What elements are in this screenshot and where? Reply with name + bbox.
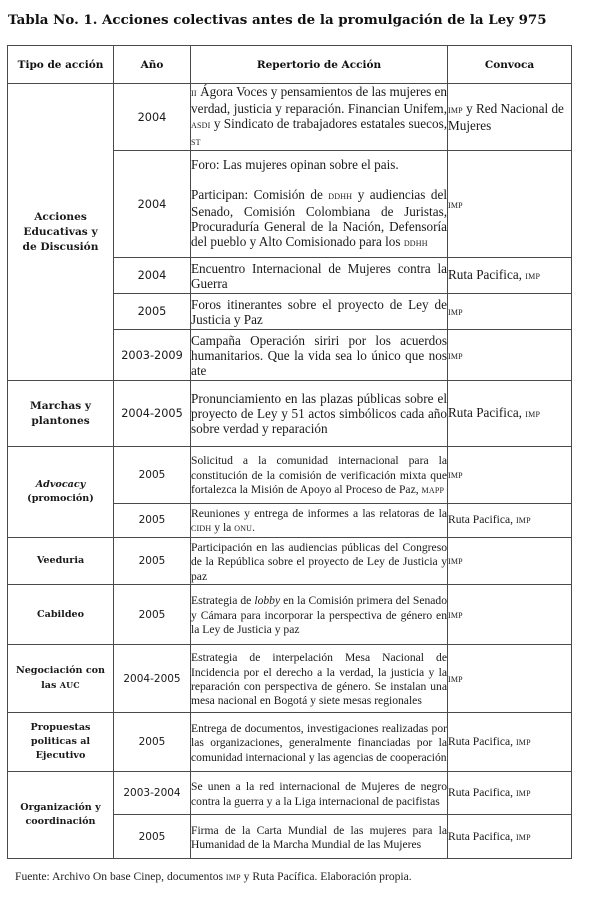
year-cell: 2005 (114, 294, 191, 330)
table-row (8, 645, 572, 713)
convoca-cell (448, 772, 572, 815)
abbr: DDHH (328, 192, 353, 201)
year-cell: 2005 (114, 585, 191, 645)
abbr: ASDI (191, 121, 211, 130)
tipo-cell (8, 447, 114, 538)
tipo-cell: Organización y coordinación (8, 772, 114, 859)
description-text: en la Comisión primera del Senado y Cámara para incorporar la perspectiva de género en la Ley de Justicia y paz (191, 594, 447, 637)
year-cell: 2005 (114, 504, 191, 538)
abbr: IMP (515, 516, 531, 526)
description-cell (191, 84, 448, 151)
abbr: MAPP (421, 486, 445, 496)
abbr: IMP (448, 308, 463, 317)
description-text: y Sindicato de trabajadores estatales suecos, (210, 116, 447, 131)
tipo-italic: Advocacy (35, 478, 86, 490)
description-text: Foro: Las mujeres opinan sobre el pais. (191, 157, 399, 172)
abbr: IMP (448, 610, 463, 620)
description-cell: Foros itinerantes sobre el proyecto de Ley de Justicia y Paz (191, 294, 448, 330)
convoca-text: y Red Nacional de Mujeres (448, 101, 564, 133)
description-cell: Se unen a la red internacional de Mujeres de negro contra la guerra y a la Liga internacional de pacifistas (191, 772, 448, 815)
description-italic: lobby (254, 594, 281, 608)
convoca-cell (448, 258, 572, 294)
description-cell: Participación en las audiencias públicas del Congreso de la República sobre el proyecto de Ley de Justicia y paz (191, 537, 448, 584)
description-cell: Estrategia de interpelación Mesa Nacional de Incidencia por el derecho a la verdad, la justicia y la reparación con perspectiva de género. Se instalan una mesa nacional en Bogotá y siete mesas regionales (191, 645, 448, 713)
description-cell: Entrega de documentos, investigaciones realizadas por las organizaciones, generalmente financiadas por la comunidad internacional y las agencias de cooperación (191, 713, 448, 772)
convoca-cell (448, 713, 572, 772)
year-cell: 2004-2005 (114, 645, 191, 713)
description-text: Ágora Voces y pensamientos de las mujeres en verdad, justicia y reparación. Financian Unifem, (191, 84, 447, 116)
description-cell: Pronunciamiento en las plazas públicas sobre el proyecto de Ley y 51 actos simbólicos cada año sobre verdad y reparación (191, 381, 448, 447)
description-cell (191, 447, 448, 504)
description-text: y la (211, 521, 235, 535)
header-repertorio: Repertorio de Acción (191, 46, 448, 84)
description-cell (191, 585, 448, 645)
description-text: Participan: Comisión de (191, 187, 329, 202)
year-cell: 2004 (114, 258, 191, 294)
year-cell: 2005 (114, 537, 191, 584)
abbr: II (191, 89, 197, 98)
description-text: Solicitud a la comunidad internacional para la constitución de la comisión de verificación mixta que fortalezca la Misión de Apoyo al Proceso de Paz, (191, 454, 447, 497)
convoca-text: Ruta Pacifica, (448, 513, 516, 527)
tipo-cell: Veeduria (8, 537, 114, 584)
convoca-cell (448, 447, 572, 504)
description-text: . (252, 521, 256, 535)
convoca-cell (448, 84, 572, 151)
description-cell: Firma de la Carta Mundial de las mujeres para la Humanidad de la Marcha Mundial de las Mujeres (191, 815, 448, 859)
convoca-text: Ruta Pacifica, (448, 735, 516, 749)
table-row (8, 381, 572, 447)
description-text: Reuniones y entrega de informes a las relatoras de la (191, 507, 447, 520)
year-cell: 2003-2009 (114, 330, 191, 381)
abbr: IMP (448, 106, 463, 115)
footer-text: Fuente: Archivo On base Cinep, documentos (15, 870, 226, 883)
abbr: IMP (448, 200, 463, 210)
description-cell (191, 151, 448, 258)
header-convoca: Convoca (448, 46, 572, 84)
abbr: IMP (448, 674, 463, 684)
abbr: IMP (515, 789, 531, 799)
convoca-cell (448, 504, 572, 538)
tipo-text: Negociación con las (15, 665, 106, 692)
tipo-cell: Acciones Educativas y de Discusión (8, 84, 114, 381)
footer-text: y Ruta Pacífica. Elaboración propia. (240, 870, 412, 883)
table-row (8, 772, 572, 815)
description-text: y audiencias del Senado, Comisión Colombiana de Juristas, Procuraduría General de la Nación, Defensoría del pueblo y Alto Comisionado para los (191, 187, 447, 249)
year-cell: 2004 (114, 151, 191, 258)
abbr: IMP (448, 471, 463, 480)
description-text: Estrategia de (191, 594, 255, 608)
convoca-cell (448, 645, 572, 713)
abbr: ST (191, 138, 201, 147)
tipo-cell: Cabildeo (8, 585, 114, 645)
convoca-cell (448, 537, 572, 584)
convoca-cell (448, 585, 572, 645)
abbr: IMP (225, 873, 241, 882)
source-footnote (15, 870, 412, 883)
convoca-cell (448, 330, 572, 381)
tipo-cell: Marchas y plantones (8, 381, 114, 447)
tipo-cell: Propuestas politicas al Ejecutivo (8, 713, 114, 772)
convoca-cell (448, 815, 572, 859)
table-row (8, 537, 572, 584)
year-cell: 2004 (114, 84, 191, 151)
convoca-cell (448, 151, 572, 258)
convoca-text: Ruta Pacifica, (448, 786, 516, 800)
header-anio: Año (114, 46, 191, 84)
table-row (8, 447, 572, 504)
table-row (8, 84, 572, 151)
abbr: IMP (448, 556, 463, 566)
convoca-cell (448, 381, 572, 447)
abbr: DDHH (403, 239, 428, 248)
header-tipo: Tipo de acción (8, 46, 114, 84)
table-row (8, 585, 572, 645)
tipo-text: (promoción) (27, 492, 94, 504)
convoca-text: Ruta Pacifica, (448, 267, 526, 282)
year-cell: 2003-2004 (114, 772, 191, 815)
abbr: IMP (448, 351, 463, 361)
tipo-cell (8, 645, 114, 713)
year-cell: 2005 (114, 713, 191, 772)
table-title: Tabla No. 1. Acciones colectivas antes de la promulgación de la Ley 975 (8, 12, 547, 28)
convoca-text: Ruta Pacifica, (448, 829, 516, 843)
abbr: ONU (234, 524, 253, 534)
collective-actions-table (7, 45, 572, 859)
table-header-row (8, 46, 572, 84)
abbr: AUC (59, 680, 80, 691)
abbr: IMP (525, 410, 541, 419)
description-cell (191, 504, 448, 538)
abbr: IMP (515, 738, 531, 748)
description-cell: Encuentro Internacional de Mujeres contra la Guerra (191, 258, 448, 294)
abbr: IMP (515, 832, 531, 842)
abbr: IMP (525, 272, 541, 281)
year-cell: 2005 (114, 447, 191, 504)
convoca-cell (448, 294, 572, 330)
year-cell: 2005 (114, 815, 191, 859)
year-cell: 2004-2005 (114, 381, 191, 447)
convoca-text: Ruta Pacifica, (448, 405, 526, 420)
abbr: CIDH (191, 524, 212, 534)
description-cell: Campaña Operación siriri por los acuerdos humanitarios. Que la vida sea lo único que nos ate (191, 330, 448, 381)
table-row (8, 713, 572, 772)
